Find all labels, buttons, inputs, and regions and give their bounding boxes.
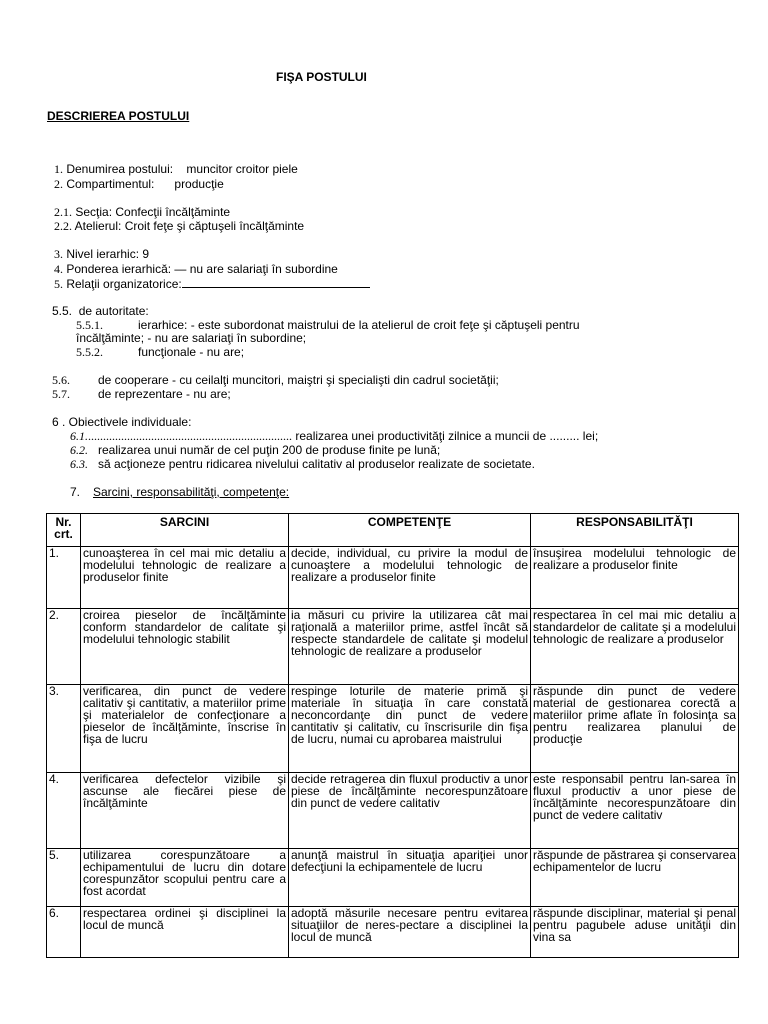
- relation-representation: 5.7. de reprezentare - nu are;: [52, 387, 231, 401]
- objective-6-2: 6.2. realizarea unui număr de cel puţin 200 de produse finite pe lună;: [70, 443, 441, 457]
- relation-hierarchical-cont: încălţăminte; - nu are salariaţi în subordine;: [76, 331, 307, 345]
- cell-competente: decide retragerea din fluxul productiv a unor piese de încălţăminte necorespunzătoare din punct de vedere calitativ: [289, 773, 531, 849]
- cell-responsabilitati: răspunde din punct de vedere material de gestionarea corectă a materiilor prime aflate în folosinţa sa pentru realizarea planului de producţie: [531, 685, 739, 773]
- cell-nr: 6.: [47, 907, 81, 958]
- cell-competente: adoptă măsurile necesare pentru evitarea situaţiilor de neres-pectare a disciplinei la locul de muncă: [289, 907, 531, 958]
- relation-cooperation: 5.6. de cooperare - cu ceilalţi muncitori, maiştri şi specialişti din cadrul societăţii;: [52, 373, 499, 387]
- table-row: [47, 547, 739, 609]
- section-7-heading: 7. Sarcini, responsabilităţi, competenţe:: [70, 485, 290, 499]
- table-row: [47, 849, 739, 907]
- cell-sarcini: croirea pieselor de încălţăminte conform standardelor de calitate şi modelului tehnologic stabilit: [81, 609, 289, 685]
- cell-nr: 4.: [47, 773, 81, 849]
- cell-responsabilitati: răspunde disciplinar, material şi penal pentru pagubele aduse unităţii din vina sa: [531, 907, 739, 958]
- header-nr: Nr. crt.: [47, 514, 81, 547]
- cell-sarcini: verificarea, din punct de vedere calitativ şi cantitativ, a materiilor prime şi materialelor de confecţionare a pieselor de încălţăminte, înscrise în fişa de lucru: [81, 685, 289, 773]
- cell-sarcini: cunoaşterea în cel mai mic detaliu a modelului tehnologic de realizare a produselor finite: [81, 547, 289, 609]
- cell-nr: 1.: [47, 547, 81, 609]
- cell-sarcini: respectarea ordinei şi disciplinei la locul de muncă: [81, 907, 289, 958]
- tasks-table: [46, 513, 739, 958]
- cell-competente: anunţă maistrul în situaţia apariţiei unor defecţiuni la echipamentele de lucru: [289, 849, 531, 907]
- header-responsabilitati: RESPONSABILITĂŢI: [531, 514, 739, 547]
- page-title: FIŞA POSTULUI: [276, 70, 367, 84]
- field-section: 2.1. Secţia: Confecţii încălţăminte: [54, 205, 231, 219]
- objective-6-3: 6.3. să acţioneze pentru ridicarea nivelului calitativ al produselor realizate de societate.: [70, 457, 535, 471]
- field-department: 2. Compartimentul: producţie: [54, 177, 224, 191]
- cell-responsabilitati: este responsabil pentru lan-sarea în fluxul productiv a unor piese de încălţăminte necorespunzătoare din punct de vedere calitativ: [531, 773, 739, 849]
- objectives-heading: 6 . Obiectivele individuale:: [52, 415, 192, 429]
- field-org-relations: 5. Relaţii organizatorice:: [54, 276, 370, 291]
- table-row: [47, 609, 739, 685]
- blank-line: [182, 276, 370, 288]
- table-header-row: [47, 514, 739, 547]
- relation-hierarchical: 5.5.1. ierarhice: - este subordonat maistrului de la atelierul de croit feţe şi căptuşeli pentru: [76, 318, 580, 332]
- field-job-title: 1. Denumirea postului: muncitor croitor piele: [54, 162, 298, 176]
- field-workshop: 2.2. Atelierul: Croit feţe şi căptuşeli încălţăminte: [54, 219, 305, 233]
- cell-responsabilitati: răspunde de păstrarea şi conservarea echipamentelor de lucru: [531, 849, 739, 907]
- cell-responsabilitati: respectarea în cel mai mic detaliu a standardelor de calitate şi a modelului tehnologic de realizare a produselor: [531, 609, 739, 685]
- objective-6-1: 6.1..................................................................... realizarea unei productivităţi zilnice a muncii de ......... lei;: [70, 429, 599, 443]
- table-row: [47, 685, 739, 773]
- cell-competente: respinge loturile de materie primă şi materiale în situaţia în care constată neconcordanţe din punct de vedere cantitativ şi calitativ, cu înscrisurile din fişa de lucru, numai cu aprobarea maistrului: [289, 685, 531, 773]
- table-row: [47, 773, 739, 849]
- cell-nr: 5.: [47, 849, 81, 907]
- cell-competente: decide, individual, cu privire la modul de cunoaştere a modelului tehnologic de realizare a produselor finite: [289, 547, 531, 609]
- field-hierarchy-weight: 4. Ponderea ierarhică: — nu are salariaţi în subordine: [54, 262, 338, 276]
- cell-competente: ia măsuri cu privire la utilizarea cât mai raţională a materiilor prime, astfel încât să respecte standardele de calitate şi modelul tehnologic de realizare a produselor: [289, 609, 531, 685]
- relation-functional: 5.5.2. funcţionale - nu are;: [76, 345, 245, 359]
- table-row: [47, 907, 739, 958]
- header-sarcini: SARCINI: [81, 514, 289, 547]
- cell-nr: 3.: [47, 685, 81, 773]
- cell-sarcini: utilizarea corespunzătoare a echipamentului de lucru din dotare corespunzător scopului pentru care a fost acordat: [81, 849, 289, 907]
- cell-responsabilitati: însuşirea modelului tehnologic de realizare a produselor finite: [531, 547, 739, 609]
- cell-sarcini: verificarea defectelor vizibile şi ascunse ale fiecărei piese de încălţăminte: [81, 773, 289, 849]
- cell-nr: 2.: [47, 609, 81, 685]
- section-heading: DESCRIEREA POSTULUI: [47, 109, 190, 123]
- field-hierarchy-level: 3. Nivel ierarhic: 9: [54, 247, 150, 261]
- relation-authority: 5.5. de autoritate:: [52, 304, 149, 318]
- header-competente: COMPETENŢE: [289, 514, 531, 547]
